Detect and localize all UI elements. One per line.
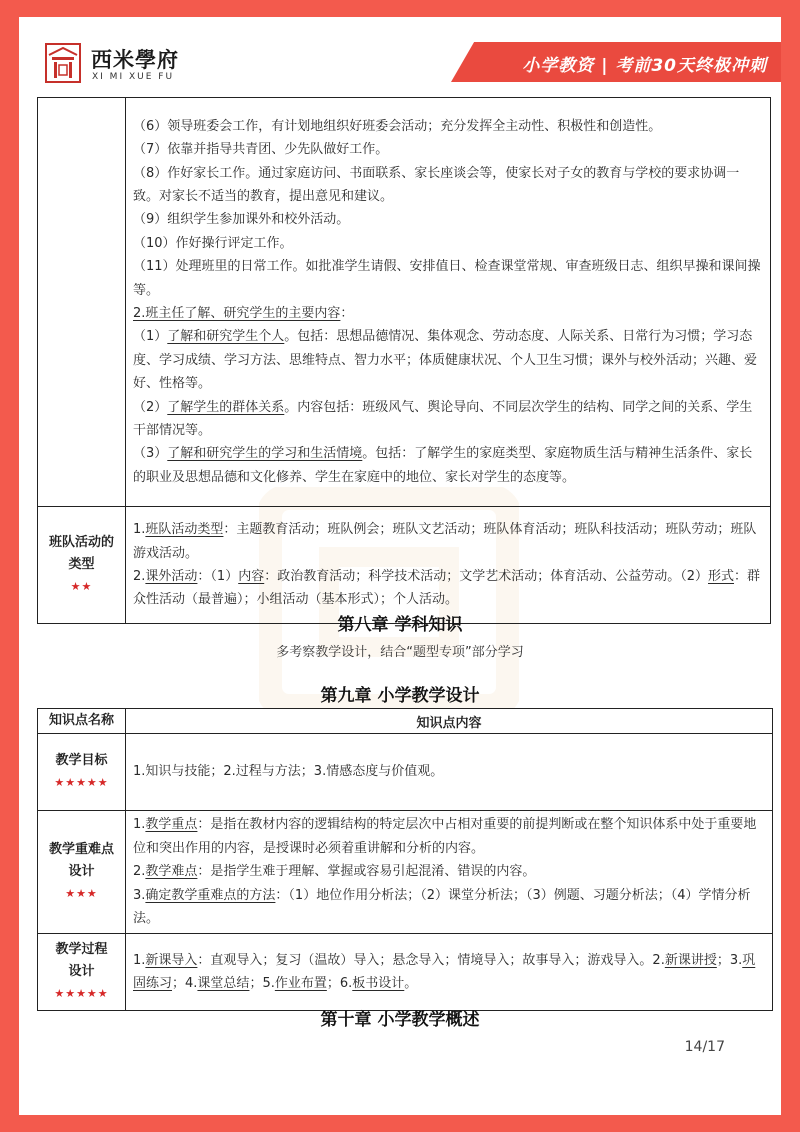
list-item: [133, 949, 765, 996]
name-cell: [38, 811, 126, 934]
brand-subtitle: XI MI XUE FU: [92, 72, 175, 82]
name-cell-empty: [38, 98, 126, 507]
star-rating: ★★★★★: [54, 987, 109, 1000]
list-item: （7）依靠并指导共青团、少先队做好工作。: [133, 142, 389, 158]
page-number: 14/17: [684, 1039, 725, 1055]
underlined-term: 2.班主任了解、研究学生的主要内容: [133, 306, 341, 321]
text-span: 。包括：思想品德情况、集体观念、劳动态度、人际关系、日常行为习惯；学习态度、学习成绩、学习方法、思维特点、智力水平；体质健康状况、个人卫生习惯；课外与校外活动；兴趣、爱好、性格等。: [133, 329, 758, 392]
content-cell: [126, 811, 773, 934]
underlined-term: 内容: [238, 569, 265, 584]
table-row: [38, 734, 773, 811]
text-span: （2）: [133, 399, 168, 415]
underlined-term: 新课讲授: [664, 952, 717, 968]
list-item: 1.知识与技能；2.过程与方法；3.情感态度与价值观。: [133, 764, 444, 780]
knowledge-point-name-line2: 设计: [68, 964, 95, 979]
text-span: 。: [404, 976, 418, 991]
text-span: ：主题教育活动；班队例会；班队文艺活动；班队体育活动；班队科技活动；班队劳动；班队游戏活动。: [133, 522, 757, 561]
content-cell: [126, 934, 773, 1011]
content-cell: [126, 507, 771, 624]
text-span: 。内容包括：班级风气、舆论导向、不同层次学生的结构、同学之间的关系、学生干部情况等。: [133, 399, 753, 439]
list-item: （10）作好操行评定工作。: [133, 235, 293, 251]
list-item: [133, 884, 765, 931]
text-span: 2.: [133, 569, 146, 584]
chapter-9-title: 第九章 小学教学设计: [320, 686, 480, 706]
underlined-term: 了解学生的群体关系: [167, 399, 285, 415]
star-rating: ★★★★★: [54, 776, 109, 789]
knowledge-point-name: 班队活动的类型: [48, 535, 114, 572]
teaching-design-table: [37, 708, 773, 1011]
star-rating: ★★: [70, 580, 93, 593]
list-item: [133, 565, 763, 612]
section-heading: [133, 302, 763, 325]
knowledge-point-name: 教学过程: [55, 942, 108, 957]
document-page: [19, 17, 781, 1115]
list-item: [133, 396, 763, 443]
column-header-name: 知识点名称: [38, 709, 126, 734]
knowledge-point-name-line2: 设计: [68, 864, 95, 879]
content-cell: [126, 98, 771, 507]
name-cell: [38, 734, 126, 811]
underlined-term: 了解和研究学生的学习和生活情境: [167, 446, 363, 462]
underlined-term: 作业布置: [274, 976, 327, 991]
text-span: 3.: [133, 887, 146, 903]
chapter-8-title: 第八章 学科知识: [337, 615, 463, 635]
list-item: （8）作好家长工作。通过家庭访问、书面联系、家长座谈会等，使家长对子女的教育与学校的要求协调一致。对家长不适当的教育，提出意见和建议。: [133, 165, 740, 204]
underlined-term: 课外活动: [145, 569, 198, 584]
chapter-8-note: 多考察教学设计，结合“题型专项”部分学习: [276, 645, 524, 660]
text-span: 。包括：了解学生的家庭类型、家庭物质生活与精神生活条件、家长的职业及思想品德和文化修养、学生在家庭中的地位、家长对学生的态度等。: [133, 446, 753, 485]
name-cell: [38, 507, 126, 624]
text-span: 1.: [133, 952, 146, 968]
knowledge-point-name: 教学目标: [55, 753, 108, 768]
underlined-term: 班队活动类型: [145, 522, 224, 538]
underlined-term: 板书设计: [352, 976, 405, 991]
class-management-table: [37, 97, 771, 624]
table-row: [38, 934, 773, 1011]
underlined-term: 课堂总结: [197, 976, 250, 991]
column-header-content: 知识点内容: [126, 709, 773, 734]
brand-name: 西米學府: [91, 48, 179, 72]
chapter-10-title: 第十章 小学教学概述: [320, 1010, 480, 1030]
underlined-term: 巩固练习: [133, 952, 756, 991]
table-row: [38, 811, 773, 934]
text-span: 2.: [133, 864, 146, 880]
underlined-term: 确定教学重难点的方法: [145, 887, 276, 903]
text-span: （1）: [133, 329, 168, 345]
text-span: ：是指学生难于理解、掌握或容易引起混淆、错误的内容。: [197, 864, 536, 880]
list-item: [133, 813, 765, 860]
text-span: ：（1）地位作用分析法；（2）课堂分析法；（3）例题、习题分析法；（4）学情分析法。: [133, 887, 751, 927]
list-item: （11）处理班里的日常工作。如批准学生请假、安排值日、检查课堂常规、审查班级日志、组织早操和课间操等。: [133, 259, 761, 298]
text-span: ：政治教育活动；科学技术活动；文学艺术活动；体育活动、公益劳动。（2）: [264, 569, 708, 584]
text-span: ：直观导入；复习（温故）导入；悬念导入；情境导入；故事导入；游戏导入。2.: [197, 952, 665, 968]
gate-logo-icon: [45, 43, 81, 83]
text-span: 1.: [133, 817, 146, 833]
text-span: ：群众性活动（最普遍）；小组活动（基本形式）；个人活动。: [133, 569, 761, 608]
list-item: [133, 325, 763, 395]
content-cell: [126, 734, 773, 811]
list-item: [133, 860, 765, 883]
table-row: [38, 98, 771, 507]
list-item: （9）组织学生参加课外和校外活动。: [133, 212, 350, 228]
list-item: （6）领导班委会工作，有计划地组织好班委会活动；充分发挥全主动性、积极性和创造性。: [133, 118, 662, 134]
text-span: ：: [340, 306, 354, 321]
underlined-term: 了解和研究学生个人: [167, 329, 285, 345]
underlined-term: 教学难点: [145, 864, 198, 880]
underlined-term: 新课导入: [145, 952, 198, 968]
table-header-row: [38, 709, 773, 734]
underlined-term: 形式: [708, 569, 735, 584]
text-span: ；6.: [326, 976, 353, 991]
knowledge-point-name: 教学重难点: [48, 842, 114, 857]
text-span: （3）: [133, 446, 168, 462]
text-span: ；5.: [249, 976, 275, 991]
text-span: ：（1）: [197, 569, 239, 584]
underlined-term: 教学重点: [145, 817, 198, 833]
text-span: ：是指在教材内容的逻辑结构的特定层次中占相对重要的前提判断或在整个知识体系中处于重要地位和突出作用的内容，是授课时必须着重讲解和分析的内容。: [133, 817, 757, 856]
text-span: ；4.: [172, 976, 198, 991]
star-rating: ★★★: [65, 887, 98, 900]
list-item: [133, 518, 763, 565]
table-row: [38, 507, 771, 624]
text-span: 1.: [133, 522, 146, 538]
banner-text: 小学教资 | 考前30天终极冲刺: [522, 56, 767, 76]
list-item: [133, 442, 763, 489]
name-cell: [38, 934, 126, 1011]
text-span: ；3.: [716, 952, 743, 968]
